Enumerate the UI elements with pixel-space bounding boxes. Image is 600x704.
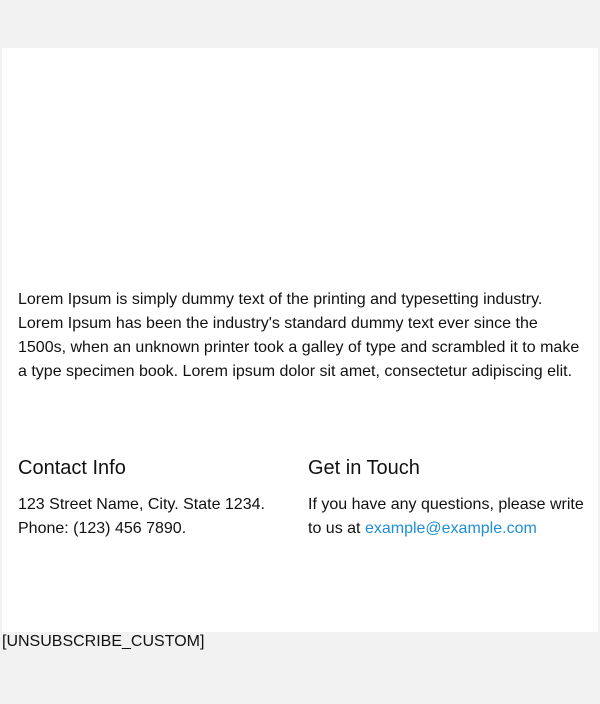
hero-image-area <box>2 48 598 278</box>
contact-phone: Phone: (123) 456 7890. <box>18 520 187 537</box>
get-in-touch-section <box>308 455 588 541</box>
email-link[interactable]: example@example.com <box>364 520 537 537</box>
body-paragraph: Lorem Ipsum is simply dummy text of the printing and typesetting industry. Lorem Ipsum has been the industry's standard dummy text ever since the 1500s, when an unknown printer took a galley of type and scrambled it to make a type specimen book. Lorem ipsum dolor sit amet, consectetur adipiscing elit. <box>18 291 580 380</box>
contact-address-block <box>18 493 298 541</box>
contact-info-heading: Contact Info <box>18 457 126 479</box>
contact-address: 123 Street Name, City. State 1234. <box>18 496 265 513</box>
get-in-touch-text: If you have any questions, please write to us at <box>308 496 584 537</box>
get-in-touch-text-block <box>308 493 588 541</box>
contact-info-section <box>18 455 298 541</box>
get-in-touch-heading: Get in Touch <box>308 457 420 479</box>
email-card <box>2 48 598 632</box>
unsubscribe-placeholder: [UNSUBSCRIBE_CUSTOM] <box>2 633 205 650</box>
